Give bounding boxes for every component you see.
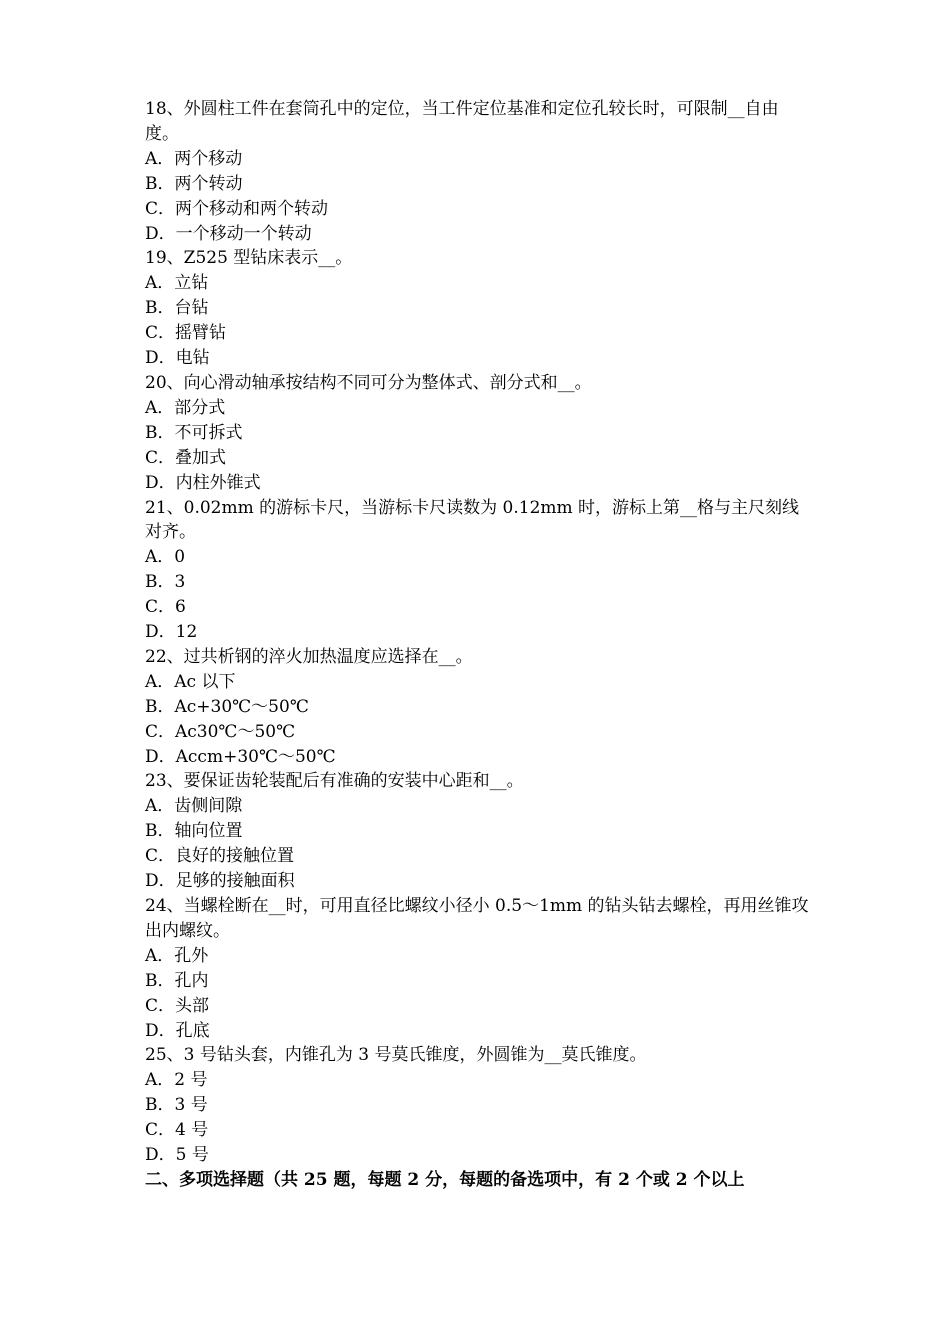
option-a: A．齿侧间隙 bbox=[145, 796, 243, 817]
option-a: A．2 号 bbox=[145, 1070, 208, 1091]
question-stem: 22、过共析钢的淬火加热温度应选择在__。 bbox=[145, 646, 473, 667]
option-d: D．电钻 bbox=[145, 348, 210, 369]
option-c: C．良好的接触位置 bbox=[145, 846, 295, 867]
option-a: A．0 bbox=[145, 547, 186, 568]
option-c: C．叠加式 bbox=[145, 447, 227, 468]
question-stem: 21、0.02mm 的游标卡尺，当游标卡尺读数为 0.12mm 时，游标上第__格与主尺刻线对齐。 bbox=[145, 497, 800, 543]
option-b: B．台钻 bbox=[145, 298, 209, 319]
option-d: D．5 号 bbox=[145, 1145, 209, 1166]
option-d: D．孔底 bbox=[145, 1020, 210, 1041]
option-d: D．内柱外锥式 bbox=[145, 472, 261, 493]
question-19 bbox=[145, 246, 810, 371]
question-23 bbox=[145, 769, 810, 894]
question-18 bbox=[145, 97, 810, 246]
option-c: C．4 号 bbox=[145, 1120, 209, 1141]
option-a: A．Ac 以下 bbox=[145, 671, 236, 692]
option-c: C．Ac30℃～50℃ bbox=[145, 721, 296, 742]
question-stem: 24、当螺栓断在__时，可用直径比螺纹小径小 0.5～1mm 的钻头钻去螺栓，再用丝锥攻出内螺纹。 bbox=[145, 896, 809, 941]
document-page bbox=[145, 97, 810, 1193]
question-24 bbox=[145, 894, 810, 1043]
option-b: B．两个转动 bbox=[145, 173, 243, 194]
option-b: B．3 号 bbox=[145, 1095, 208, 1116]
option-b: B．Ac+30℃～50℃ bbox=[145, 696, 309, 717]
option-d: D．Accm+30℃～50℃ bbox=[145, 746, 336, 767]
option-b: B．孔内 bbox=[145, 970, 209, 991]
option-d: D．足够的接触面积 bbox=[145, 871, 295, 892]
option-a: A．立钻 bbox=[145, 273, 209, 294]
question-stem: 23、要保证齿轮装配后有准确的安装中心距和__。 bbox=[145, 771, 524, 792]
option-b: B．不可拆式 bbox=[145, 422, 243, 443]
question-stem: 18、外圆柱工件在套筒孔中的定位，当工件定位基准和定位孔较长时，可限制__自由度。 bbox=[145, 99, 779, 144]
option-c: C．6 bbox=[145, 597, 186, 618]
option-c: C．头部 bbox=[145, 995, 210, 1016]
question-21 bbox=[145, 496, 810, 645]
question-22 bbox=[145, 645, 810, 770]
option-a: A．部分式 bbox=[145, 397, 226, 418]
question-25 bbox=[145, 1043, 810, 1168]
question-stem: 25、3 号钻头套，内锥孔为 3 号莫氏锥度，外圆锥为__莫氏锥度。 bbox=[145, 1045, 647, 1066]
section-heading: 二、多项选择题（共 25 题，每题 2 分，每题的备选项中，有 2 个或 2 个以上 bbox=[145, 1169, 745, 1190]
question-20 bbox=[145, 371, 810, 496]
option-b: B．3 bbox=[145, 572, 186, 593]
option-a: A．两个移动 bbox=[145, 148, 243, 169]
question-stem: 20、向心滑动轴承按结构不同可分为整体式、剖分式和__。 bbox=[145, 372, 592, 393]
option-c: C．两个移动和两个转动 bbox=[145, 198, 329, 219]
option-c: C．摇臂钻 bbox=[145, 323, 227, 344]
option-b: B．轴向位置 bbox=[145, 821, 243, 842]
option-d: D．12 bbox=[145, 622, 198, 643]
question-stem: 19、Z525 型钻床表示__。 bbox=[145, 248, 353, 269]
option-a: A．孔外 bbox=[145, 945, 209, 966]
option-d: D．一个移动一个转动 bbox=[145, 223, 312, 244]
